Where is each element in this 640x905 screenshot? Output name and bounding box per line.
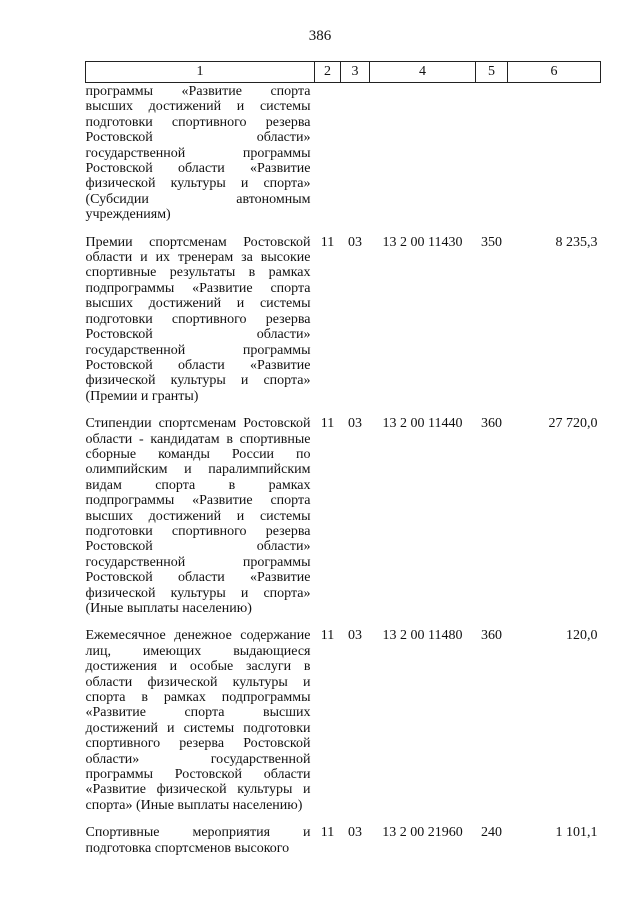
row-expense-type: 350 <box>481 234 502 250</box>
row-section: 11 <box>320 628 335 644</box>
row-amount <box>508 83 601 223</box>
table-row <box>86 404 601 616</box>
table-row <box>86 813 601 856</box>
row-description: Стипендии спортсменам Ростовской области - кандидатам в спортивные сборные команды России по олимпийским и паралимпийским видам спорта в рамках подпрограммы «Развитие спорта высших достижений и системы подготовки спортивного резерва Ростовской области» государственной программы Ростовской области «Развитие физической культуры и спорта» (Иные выплаты населению) <box>85 416 311 616</box>
row-section: 11 <box>320 825 335 841</box>
row-section: 11 <box>320 234 335 250</box>
header-col-3: 3 <box>341 62 370 83</box>
table-row <box>86 616 601 813</box>
row-expense-type: 360 <box>481 416 502 432</box>
row-target-code: 13 2 00 11480 <box>382 628 463 644</box>
row-amount: 8 235,3 <box>555 234 598 250</box>
row-subsection: 03 <box>348 416 362 432</box>
header-col-5: 5 <box>476 62 508 83</box>
header-col-1: 1 <box>86 62 315 83</box>
row-amount: 120,0 <box>566 628 598 644</box>
row-target-code: 13 2 00 11430 <box>382 234 463 250</box>
row-expense-type <box>476 83 508 223</box>
row-subsection: 03 <box>348 234 362 250</box>
row-description: программы «Развитие спорта высших достижений и системы подготовки спортивного резерва Ростовской области» государственной программы Ростовской области «Развитие физической культуры и спорта» (Субсидии автономным учреждениям) <box>85 84 311 223</box>
row-description: Премии спортсменам Ростовской области и их тренерам за высокие спортивные результаты в рамках подпрограммы «Развитие спорта высших достижений и системы подготовки спортивного резерва Ростовской области» государственной программы Ростовской области «Развитие физической культуры и спорта» (Премии и гранты) <box>85 234 311 404</box>
row-section: 11 <box>320 416 335 432</box>
row-description: Спортивные мероприятия и подготовка спортсменов высокого <box>85 825 311 856</box>
table-row <box>86 83 601 223</box>
row-section <box>315 83 341 223</box>
page-number: 386 <box>308 28 332 44</box>
row-target-code: 13 2 00 11440 <box>382 416 463 432</box>
row-amount: 27 720,0 <box>548 416 598 432</box>
row-subsection: 03 <box>348 825 362 841</box>
row-expense-type: 360 <box>481 628 502 644</box>
table-row <box>86 223 601 404</box>
row-subsection <box>341 83 370 223</box>
header-row <box>86 62 601 83</box>
row-expense-type: 240 <box>481 825 502 841</box>
row-description: Ежемесячное денежное содержание лиц, имеющих выдающиеся достижения и особые заслуги в области физической культуры и спорта в рамках подпрограммы «Развитие спорта высших достижений и системы подготовки спортивного резерва Ростовской области» государственной программы Ростовской области «Развитие физической культуры и спорта» (Иные выплаты населению) <box>85 628 311 813</box>
row-target-code <box>370 83 476 223</box>
row-amount: 1 101,1 <box>555 825 598 841</box>
budget-table <box>85 61 601 856</box>
row-target-code: 13 2 00 21960 <box>382 825 463 841</box>
row-subsection: 03 <box>348 628 362 644</box>
header-col-2: 2 <box>315 62 341 83</box>
header-col-6: 6 <box>508 62 601 83</box>
header-col-4: 4 <box>370 62 476 83</box>
